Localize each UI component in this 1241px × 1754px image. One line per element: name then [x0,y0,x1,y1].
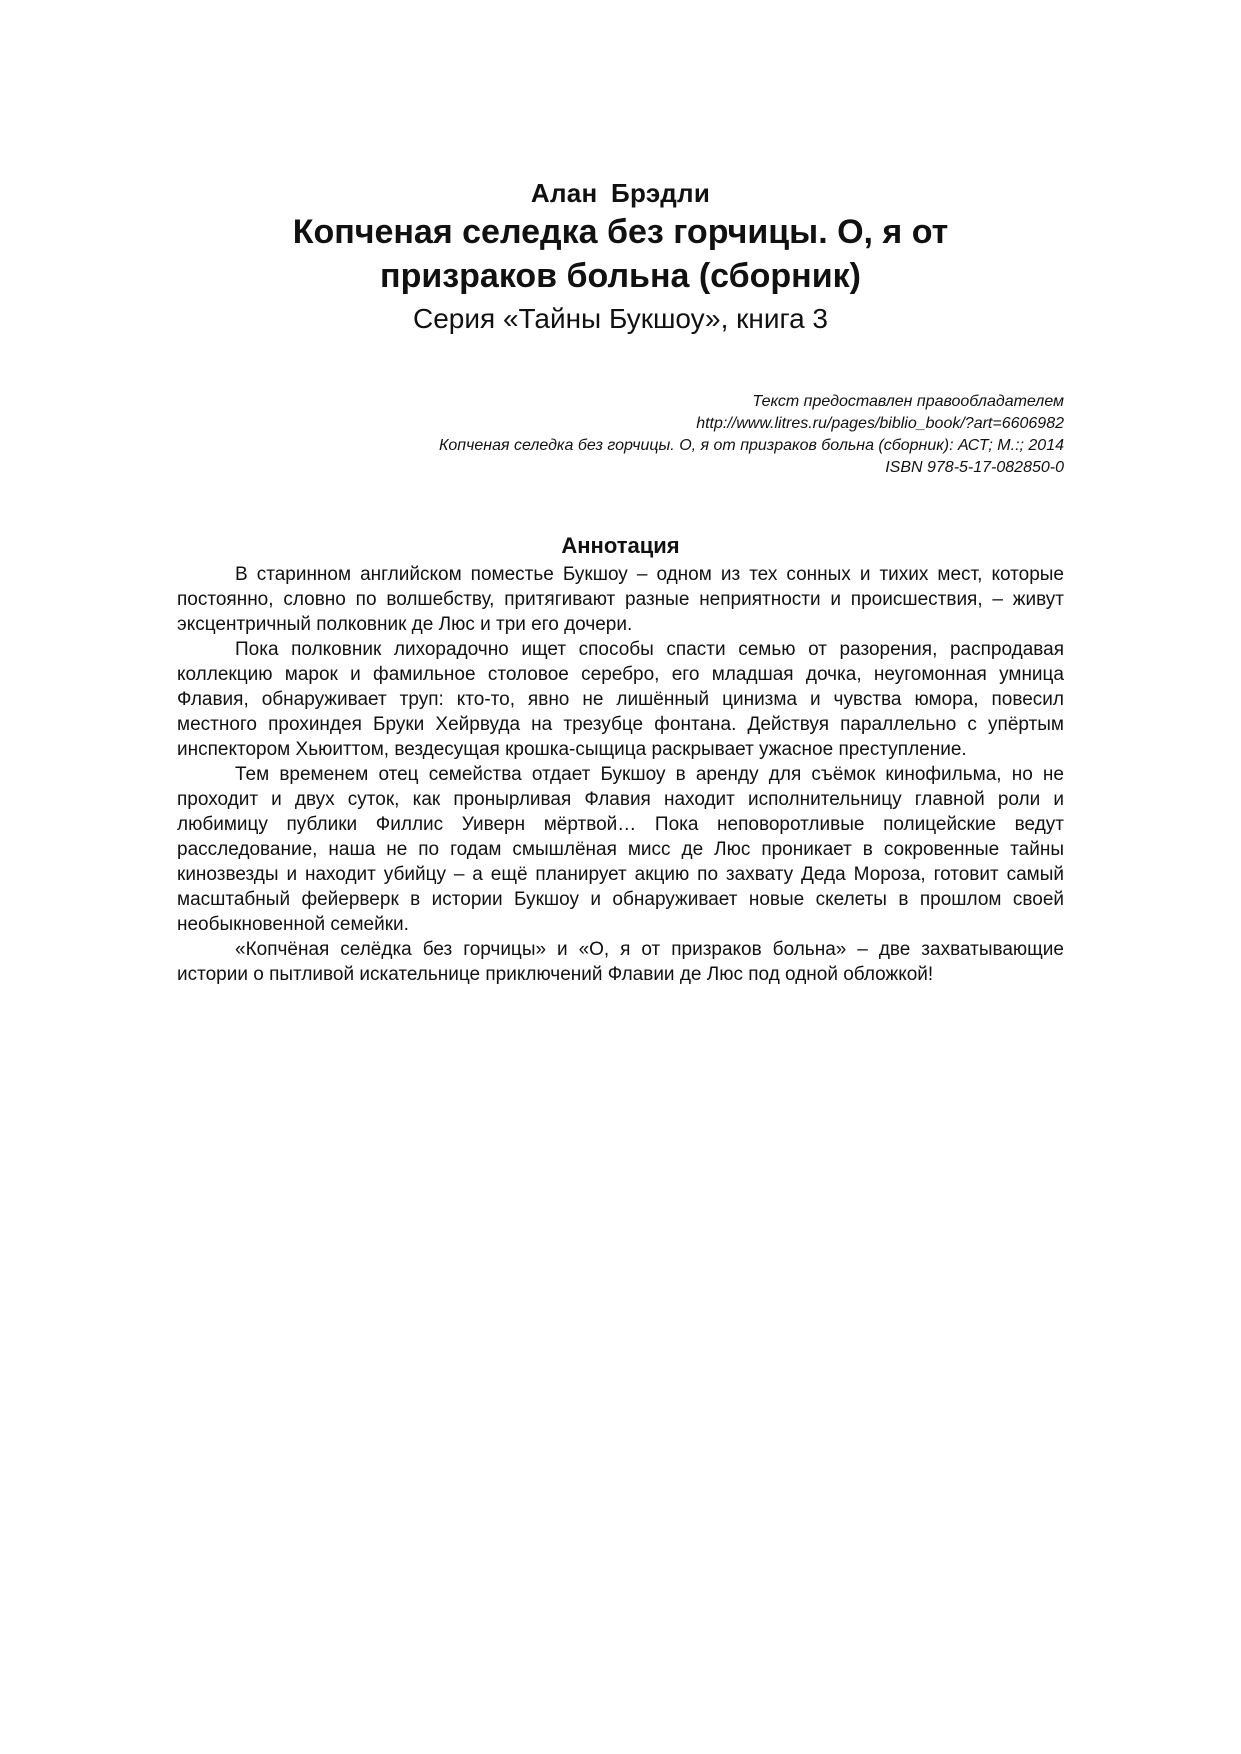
series-line: Серия «Тайны Букшоу», книга 3 [413,303,828,334]
isbn: ISBN 978-5-17-082850-0 [885,459,1064,476]
publication-info: Копченая селедка без горчицы. О, я от призраков больна (сборник): АСТ; М.:; 2014 [438,437,1064,454]
rights-block [177,391,1064,479]
source-url: http://www.litres.ru/pages/biblio_book/?art=6606982 [696,415,1064,432]
author-name: Алан Брэдли [530,178,711,208]
annotation-heading: Аннотация [561,533,680,558]
rights-holder-line: Текст предоставлен правообладателем [752,393,1064,410]
book-title: Копченая селедка без горчицы. О, я от призраков больна (сборник) [292,213,949,295]
annotation-body [177,562,1064,987]
annotation-paragraph: В старинном английском поместье Букшоу – одном из тех сонных и тихих мест, которые постоянно, словно по волшебству, притягивают разные неприятности и происшествия, – живут эксцентричный полковник де Люс и три его дочери. [177,564,1064,635]
annotation-paragraph: «Копчёная селёдка без горчицы» и «О, я от призраков больна» – две захватывающие истории о пытливой искательнице приключений Флавии де Люс под одной обложкой! [177,939,1064,985]
annotation-paragraph: Пока полковник лихорадочно ищет способы спасти семью от разорения, распродавая коллекцию марок и фамильное столовое серебро, его младшая дочка, неугомонная умница Флавия, обнаруживает труп: кто-то, явно не лишённый цинизма и чувства юмора, повесил местного прохиндея Бруки Хейрвуда на трезубце фонтана. Действуя параллельно с упёртым инспектором Хьюиттом, вездесущая крошка-сыщица раскрывает ужасное преступление. [177,639,1064,760]
annotation-paragraph: Тем временем отец семейства отдает Букшоу в аренду для съёмок кинофильма, но не проходит и двух суток, как пронырливая Флавия находит исполнительницу главной роли и любимицу публики Филлис Уиверн мёртвой… Пока неповоротливые полицейские ведут расследование, наша не по годам смышлёная мисс де Люс проникает в сокровенные тайны кинозвезды и находит убийцу – а ещё планирует акцию по захвату Деда Мороза, готовит самый масштабный фейерверк в истории Букшоу и обнаруживает новые скелеты в прошлом своей необыкновенной семейки. [177,764,1064,935]
title-block [177,176,1064,338]
